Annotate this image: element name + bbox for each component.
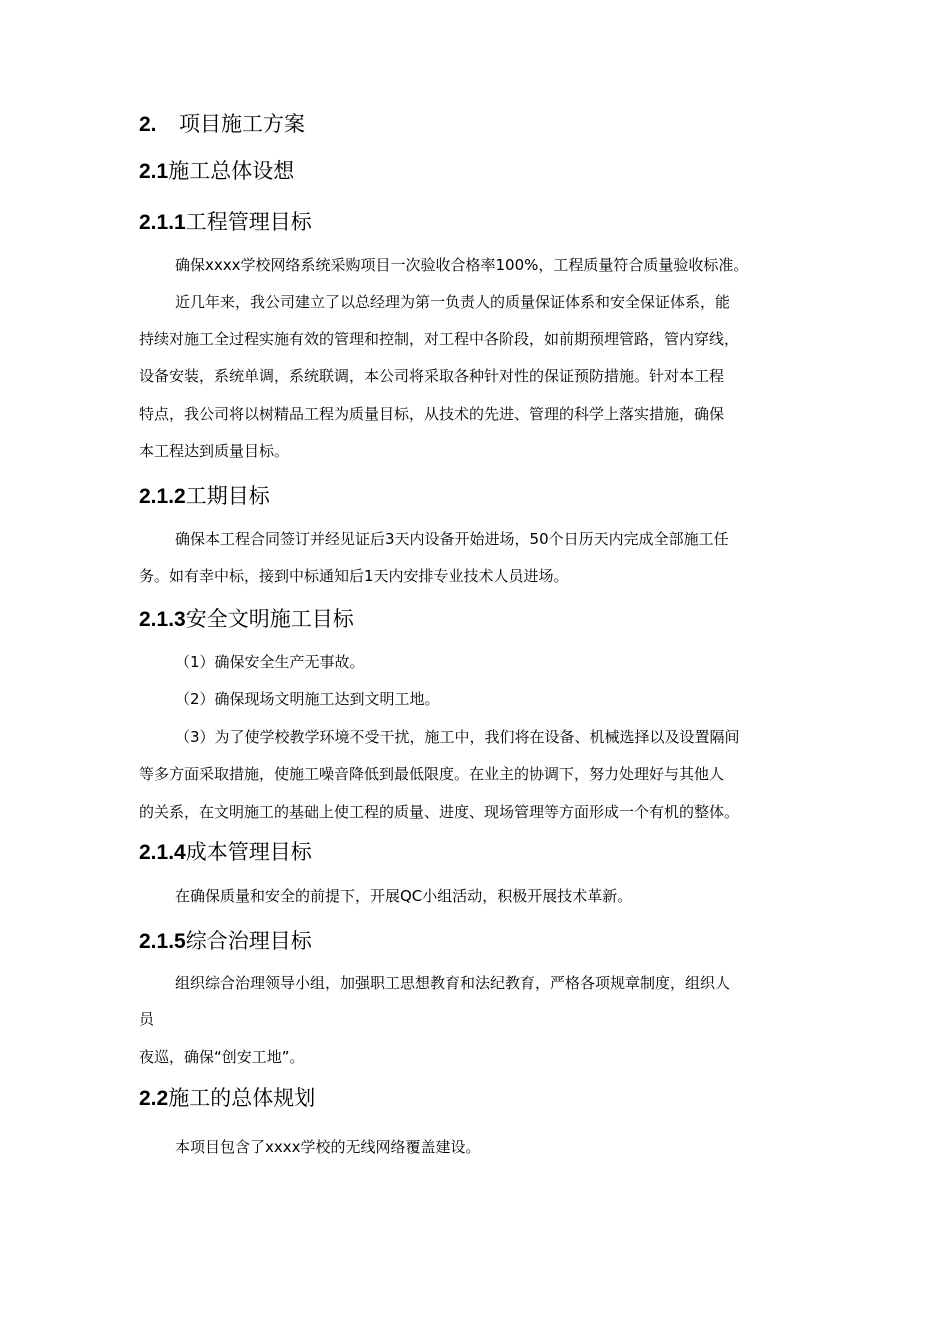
heading-number: 2.1.1 [139,211,186,234]
heading-number: 2.2 [139,1087,169,1110]
text-line: 务。如有幸中标，接到中标通知后1天内安排专业技术人员进场。 [139,567,569,585]
heading-number: 2.1.2 [139,485,186,508]
text-line: 组织综合治理领导小组，加强职工思想教育和法纪教育，严格各项规章制度，组织人 [175,974,731,992]
heading-2-1-3 [139,605,354,634]
heading-2 [139,110,305,139]
text-line: 员 [139,1010,155,1028]
heading-title: 施工总体设想 [168,159,295,183]
text-line: 本项目包含了xxxx学校的无线网络覆盖建设。 [175,1138,481,1156]
heading-2-2 [139,1084,315,1113]
heading-title: 施工的总体规划 [168,1086,316,1110]
text-line: （1）确保安全生产无事故。 [175,653,365,671]
text-line: 本工程达到质量目标。 [139,442,290,460]
text-line: 在确保质量和安全的前提下，开展QC小组活动，积极开展技术革新。 [175,887,633,905]
heading-title: 安全文明施工目标 [185,607,354,631]
heading-number: 2.1.4 [139,841,186,864]
text-line: 夜巡，确保“创安工地”。 [139,1048,305,1066]
heading-2-1-1 [139,208,312,237]
text-line: 的关系，在文明施工的基础上使工程的质量、进度、现场管理等方面形成一个有机的整体。 [139,803,740,821]
text-line: 设备安装，系统单调，系统联调，本公司将采取各种针对性的保证预防措施。针对本工程 [139,367,725,385]
heading-2-1-5 [139,927,312,956]
text-line: （2）确保现场文明施工达到文明工地。 [175,690,440,708]
text-line: 确保本工程合同签订并经见证后3天内设备开始进场，50个日历天内完成全部施工任 [175,530,729,548]
text-line: 持续对施工全过程实施有效的管理和控制，对工程中各阶段，如前期预埋管路，管内穿线， [139,330,740,348]
text-line: 近几年来，我公司建立了以总经理为第一负责人的质量保证体系和安全保证体系，能 [175,293,731,311]
heading-title: 项目施工方案 [179,112,305,136]
heading-number: 2.1 [139,160,169,183]
text-line: 特点，我公司将以树精品工程为质量目标，从技术的先进、管理的科学上落实措施，确保 [139,405,725,423]
text-line: 等多方面采取措施，使施工噪音降低到最低限度。在业主的协调下，努力处理好与其他人 [139,765,725,783]
heading-number: 2.1.5 [139,930,186,953]
heading-2-1-2 [139,482,270,511]
heading-2-1 [139,157,294,186]
text-line: （3）为了使学校教学环境不受干扰，施工中，我们将在设备、机械选择以及设置隔间 [175,728,740,746]
heading-title: 成本管理目标 [185,840,312,864]
heading-title: 工程管理目标 [185,210,312,234]
heading-2-1-4 [139,838,312,867]
heading-title: 综合治理目标 [185,929,312,953]
heading-number: 2. [139,113,157,136]
heading-number: 2.1.3 [139,608,186,631]
text-line: 确保xxxx学校网络系统采购项目一次验收合格率100%，工程质量符合质量验收标准。 [175,256,749,274]
heading-title: 工期目标 [185,484,270,508]
